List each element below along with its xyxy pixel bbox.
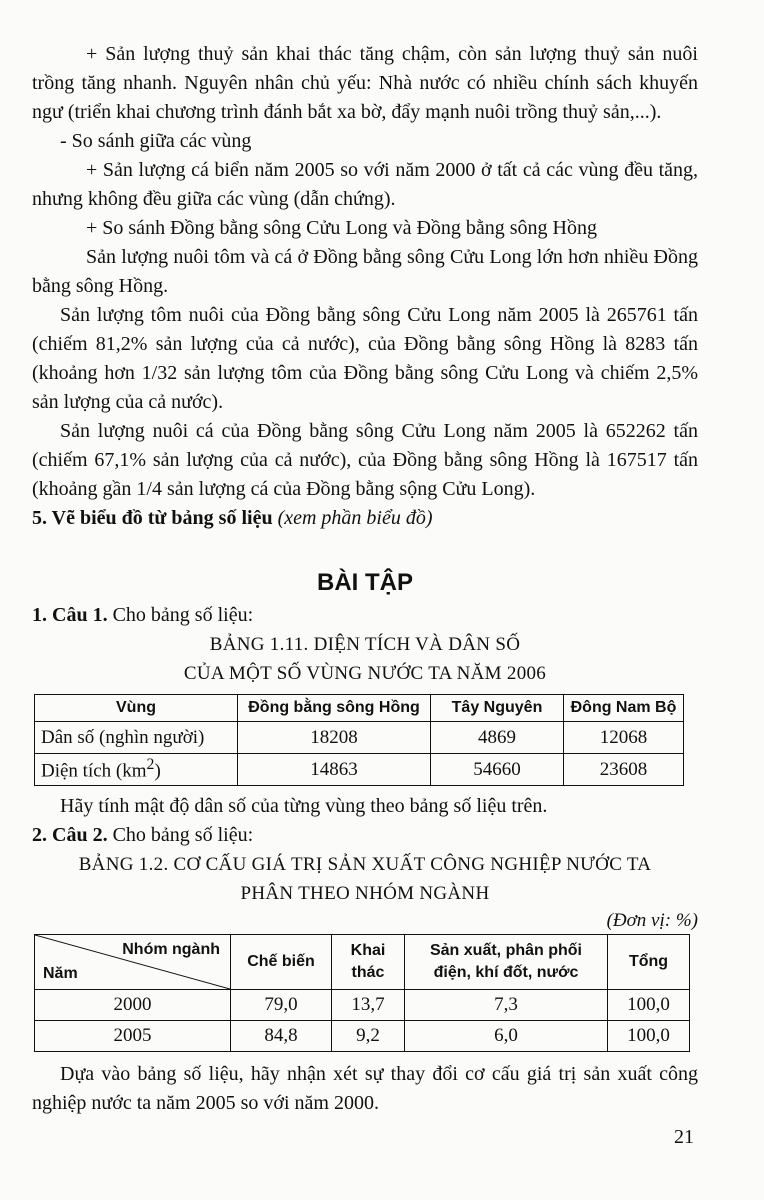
corner-bottom-label: Năm: [43, 965, 78, 982]
section-heading-5-note: (xem phần biểu đồ): [277, 507, 433, 529]
table-header-cell: Đồng bằng sông Hồng: [238, 695, 431, 722]
table-header-cell: Tây Nguyên: [431, 695, 564, 722]
table-industry-structure: [34, 934, 690, 1052]
paragraph-delta-compare: + So sánh Đồng bằng sông Cửu Long và Đồng bằng sông Hồng: [86, 217, 597, 239]
question-1-prompt: Hãy tính mật độ dân số của từng vùng theo bảng số liệu trên.: [60, 795, 548, 817]
table-cell: 23608: [564, 754, 684, 786]
area-unit-superscript: 2: [146, 756, 155, 774]
table-header-cell: Vùng: [35, 695, 238, 722]
table-corner-cell: [35, 935, 231, 990]
question-1-label: 1. Câu 1.: [32, 604, 108, 626]
table-row: [35, 1021, 690, 1052]
table-cell: 84,8: [231, 1021, 332, 1052]
table-cell: 54660: [431, 754, 564, 786]
table-1-caption-line2: CỦA MỘT SỐ VÙNG NƯỚC TA NĂM 2006: [183, 663, 547, 684]
table-cell: 14863: [238, 754, 431, 786]
table-cell: 2005: [35, 1021, 231, 1052]
table-cell: 4869: [431, 722, 564, 754]
table-row: [35, 722, 684, 754]
table-cell: 2000: [35, 990, 231, 1021]
paragraph-fish-output: Sản lượng nuôi cá của Đồng bằng sông Cửu Long năm 2005 là 652262 tấn (chiếm 67,1% sản lượng của cả nước), của Đồng bằng sông Hồng là 167517 tấn (khoảng gần 1/4 sản lượng cá của Đồng bằng sộng Cửu Long).: [32, 420, 698, 500]
area-label: Diện tích (km: [41, 760, 147, 782]
table-2-caption-line1: BẢNG 1.2. CƠ CẤU GIÁ TRỊ SẢN XUẤT CÔNG NGHIỆP NƯỚC TA: [78, 854, 652, 875]
table-header-cell: Tổng: [608, 935, 690, 990]
question-2-text: Cho bảng số liệu:: [112, 824, 254, 846]
question-2-label: 2. Câu 2.: [32, 824, 108, 846]
table-row: [35, 990, 690, 1021]
table-cell: 79,0: [231, 990, 332, 1021]
question-2: [32, 821, 698, 850]
section-heading-5: [32, 504, 698, 533]
table-2-caption-line2: PHÂN THEO NHÓM NGÀNH: [240, 883, 490, 904]
table-header-row: [35, 695, 684, 722]
table-header-cell: Chế biến: [231, 935, 332, 990]
paragraph-shrimp-output: Sản lượng tôm nuôi của Đồng bằng sông Cửu Long năm 2005 là 265761 tấn (chiếm 81,2% sản lượng của cả nước), của Đồng bằng sông Hồng là 8283 tấn (khoảng hơn 1/32 sản lượng tôm của Đồng bằng sông Cửu Long và chiếm 2,5% sản lượng của cả nước).: [32, 304, 698, 413]
table-cell: [35, 754, 238, 786]
table-cell: 18208: [238, 722, 431, 754]
paragraph-region-compare: - So sánh giữa các vùng: [60, 130, 252, 152]
table-cell: 9,2: [332, 1021, 405, 1052]
table-header-row: [35, 935, 690, 990]
table-1-caption-line1: BẢNG 1.11. DIỆN TÍCH VÀ DÂN SỐ: [209, 634, 521, 655]
table-cell: 6,0: [405, 1021, 608, 1052]
paragraph-shrimp-fish-summary: Sản lượng nuôi tôm và cá ở Đồng bằng sông Cửu Long lớn hơn nhiều Đồng bằng sông Hồng.: [32, 246, 698, 297]
page-content: [32, 40, 698, 1118]
question-1-text: Cho bảng số liệu:: [112, 604, 254, 626]
section-heading-5-bold: 5. Vẽ biểu đồ từ bảng số liệu: [32, 507, 273, 529]
page-number: 21: [674, 1126, 694, 1148]
table-2-unit: (Đơn vị: %): [606, 910, 698, 931]
table-cell: 7,3: [405, 990, 608, 1021]
table-cell: 12068: [564, 722, 684, 754]
table-cell: Dân số (nghìn người): [35, 722, 238, 754]
question-1: [32, 601, 698, 630]
question-2-prompt: Dựa vào bảng số liệu, hãy nhận xét sự thay đổi cơ cấu giá trị sản xuất công nghiệp nước ta năm 2005 so với năm 2000.: [32, 1063, 698, 1114]
table-header-cell: Sản xuất, phân phối điện, khí đốt, nước: [405, 935, 608, 990]
paragraph-sea-fish: + Sản lượng cá biển năm 2005 so với năm 2000 ở tất cả các vùng đều tăng, nhưng không đều giữa các vùng (dẫn chứng).: [32, 159, 698, 210]
table-cell: 100,0: [608, 1021, 690, 1052]
table-header-cell: Đông Nam Bộ: [564, 695, 684, 722]
area-label-close: ): [154, 760, 161, 782]
corner-top-label: Nhóm ngành: [122, 941, 220, 958]
table-row: [35, 754, 684, 786]
paragraph-fisheries-growth: + Sản lượng thuỷ sản khai thác tăng chậm, còn sản lượng thuỷ sản nuôi trồng tăng nhanh. Nguyên nhân chủ yếu: Nhà nước có nhiều chính sách khuyến ngư (triển khai chương trình đánh bắt xa bờ, đẩy mạnh nuôi trồng thuỷ sản,...).: [32, 43, 698, 123]
table-cell: 100,0: [608, 990, 690, 1021]
exercises-title: BÀI TẬP: [317, 569, 413, 596]
table-area-population: [34, 694, 684, 786]
table-header-cell: Khai thác: [332, 935, 405, 990]
table-cell: 13,7: [332, 990, 405, 1021]
